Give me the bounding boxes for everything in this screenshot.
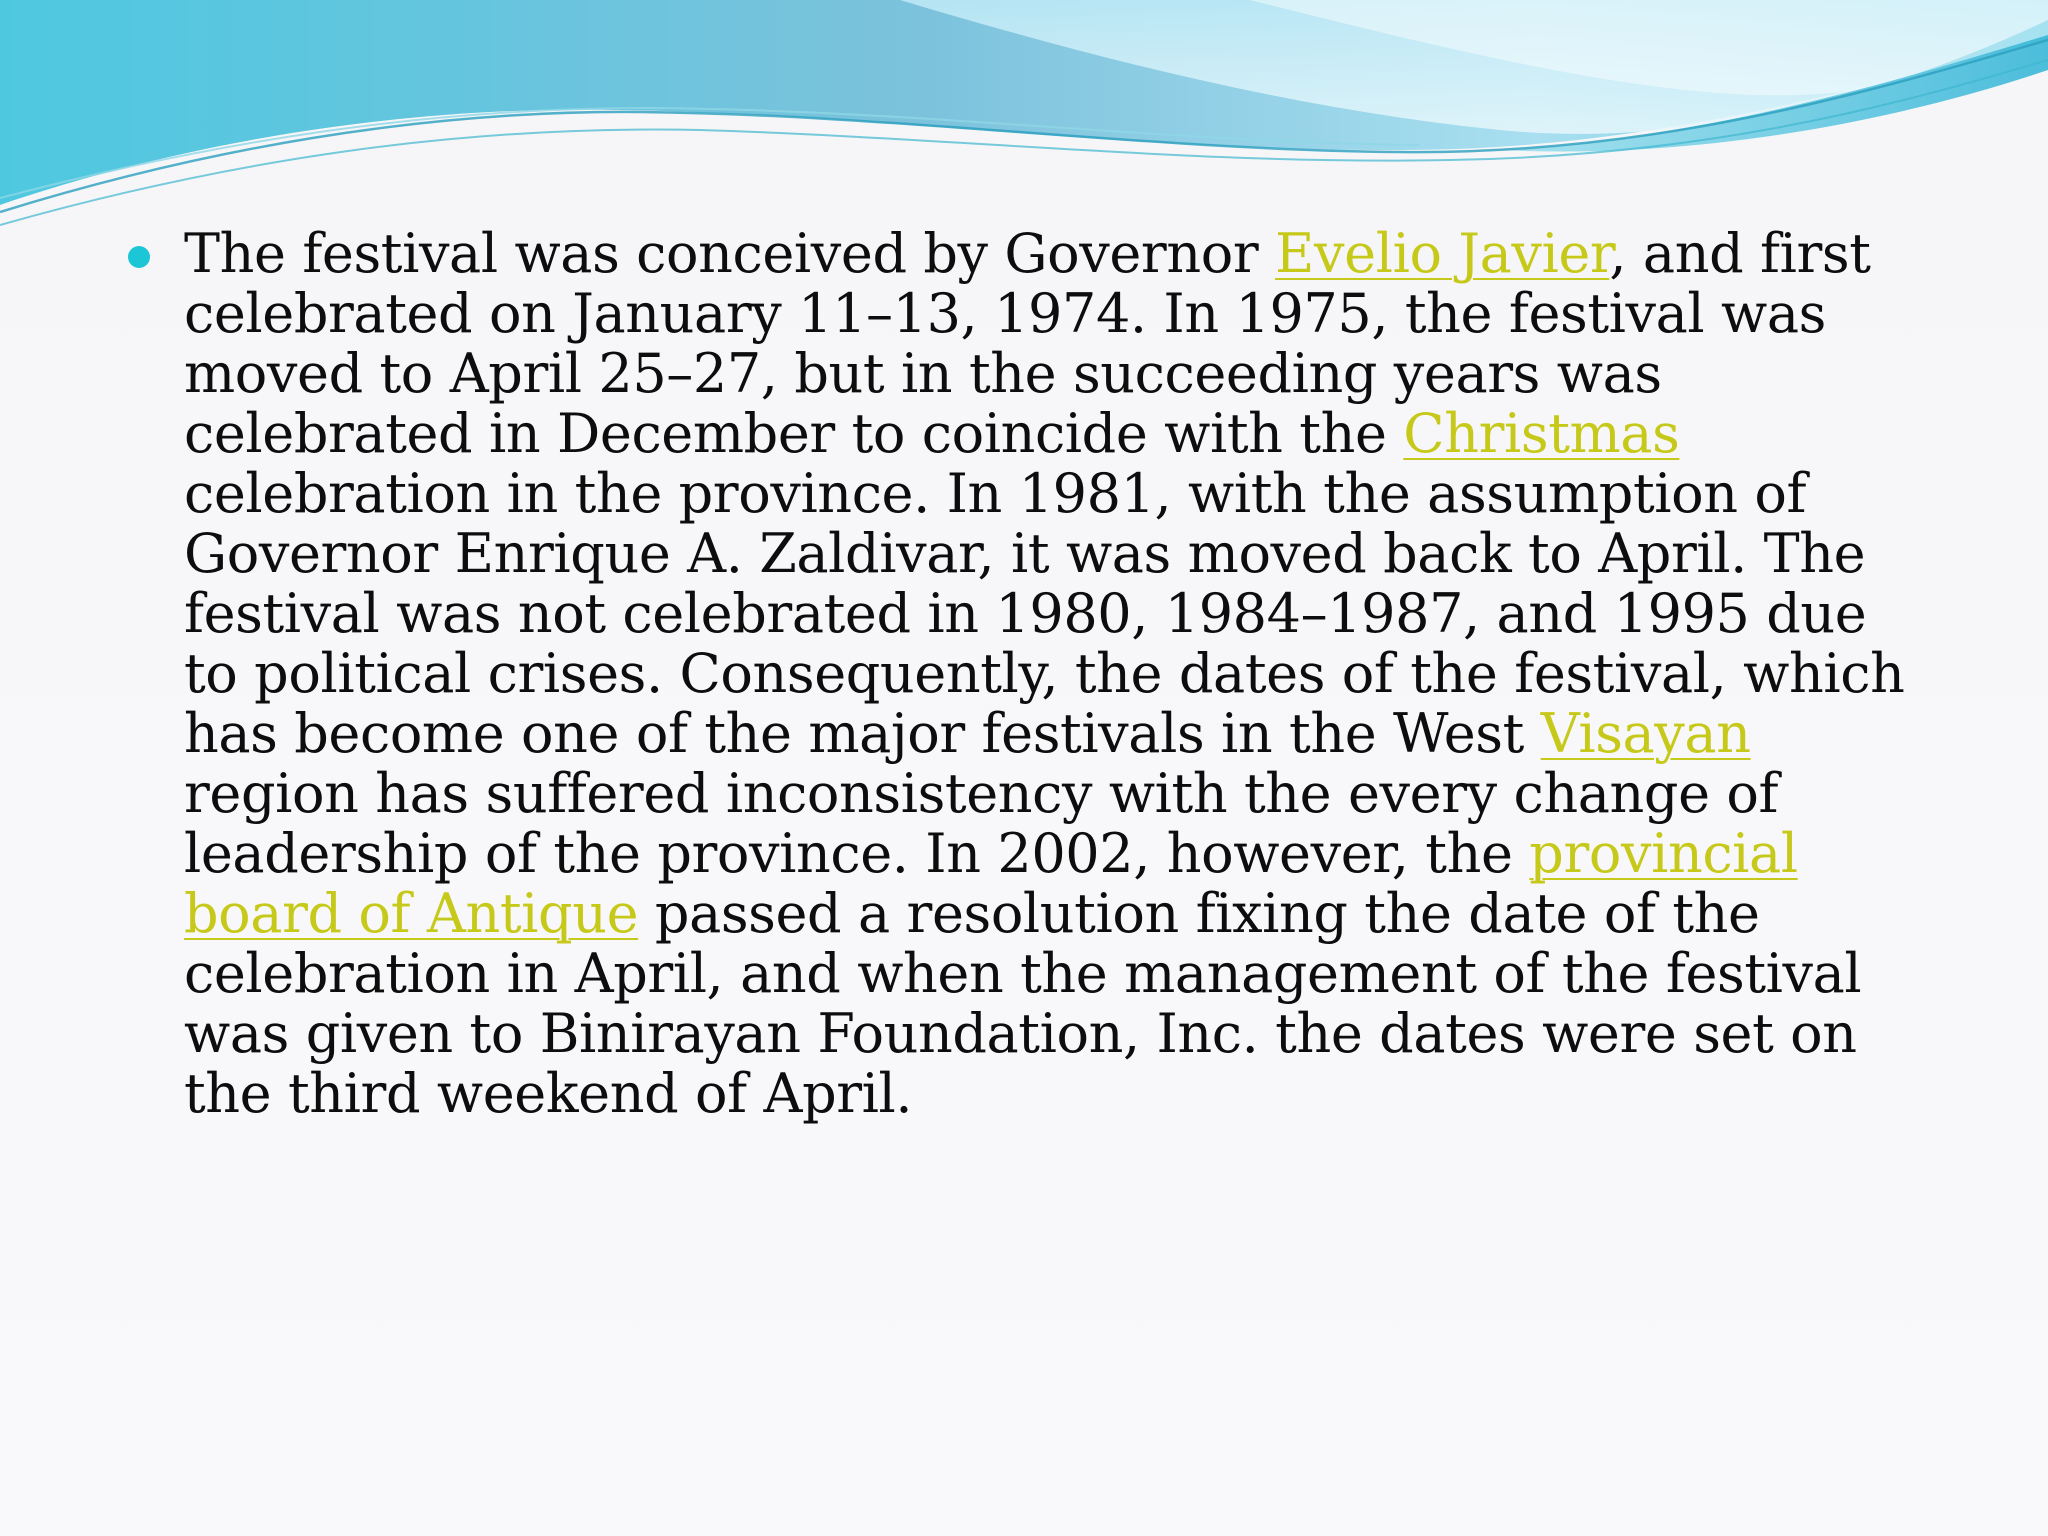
text-run: The festival was conceived by Governor: [184, 222, 1276, 285]
bullet-item: [128, 224, 1928, 1124]
bullet-icon: [128, 246, 150, 268]
bullet-text: [184, 224, 1928, 1124]
text-run: region has suffered inconsistency with the every change of leadership of the province. In 2002, however, the: [184, 762, 1779, 885]
text-run: celebration in the province. In 1981, with the assumption of Governor Enrique A. Zaldivar, it was moved back to April. The festival was not celebrated in 1980, 1984–1987, and 1995 due to political crises. Consequently, the dates of the festival, which has become one of the major festivals in the West: [184, 462, 1905, 765]
hyperlink-provincial-board-of-antique[interactable]: provincial board of Antique: [184, 822, 1798, 945]
hyperlink-visayan[interactable]: Visayan: [1540, 702, 1751, 765]
hyperlink-evelio-javier[interactable]: Evelio Javier: [1275, 222, 1610, 285]
decorative-wave-header: [0, 0, 2048, 240]
text-run: passed a resolution fixing the date of the celebration in April, and when the management of the festival was given to Binirayan Foundation, Inc. the dates were set on the third weekend of April.: [184, 882, 1862, 1125]
text-run: , and first celebrated on January 11–13, 1974. In 1975, the festival was moved to April 25–27, but in the succeeding years was celebrated in December to coincide with the: [184, 222, 1871, 465]
hyperlink-christmas[interactable]: Christmas: [1403, 402, 1680, 465]
slide-body: [128, 224, 1928, 1124]
